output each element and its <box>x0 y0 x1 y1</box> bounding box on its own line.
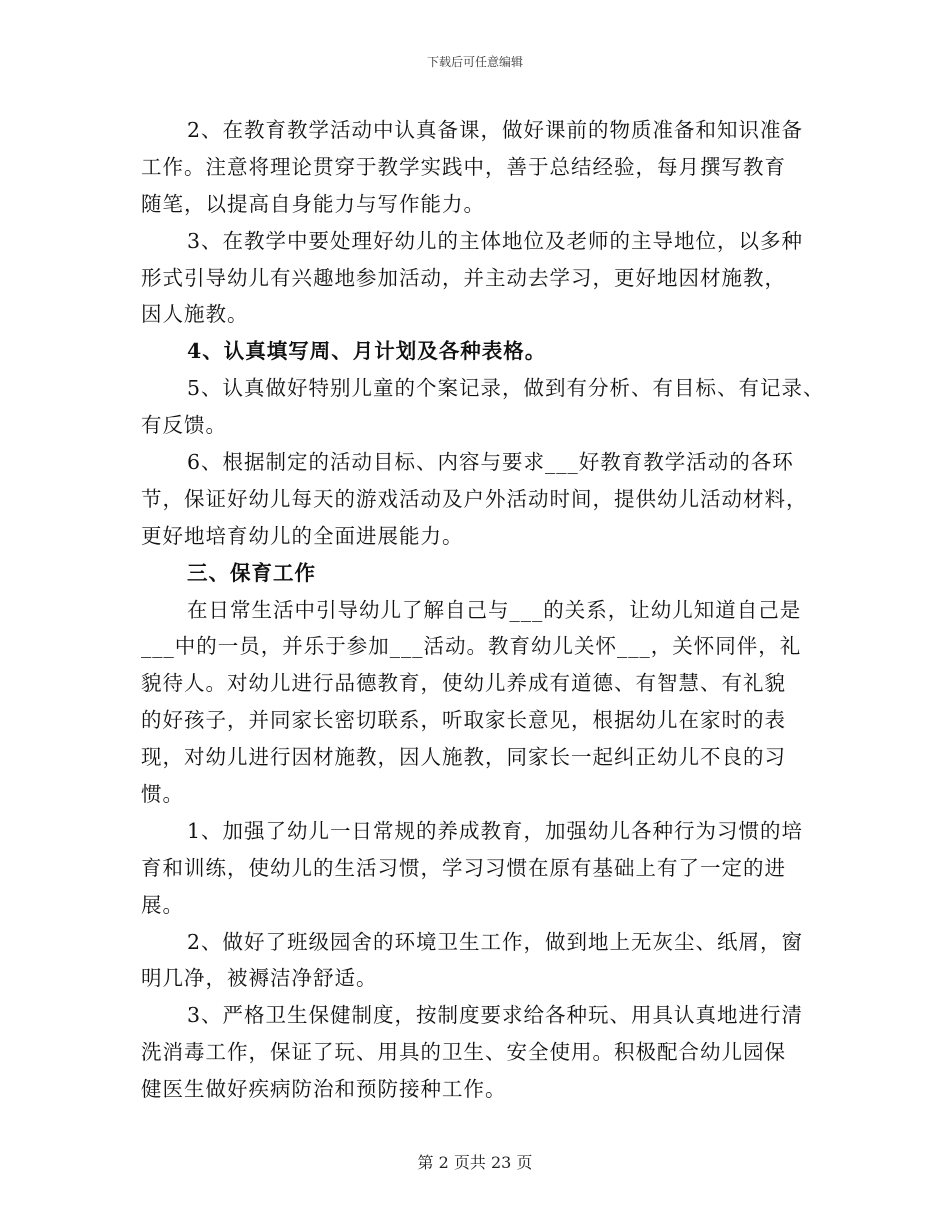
text-line: 洗消毒工作，保证了玩、用具的卫生、安全使用。积极配合幼儿园保 <box>141 1040 786 1065</box>
text-line: 2、在教育教学活动中认真备课，做好课前的物质准备和知识准备 <box>187 118 804 142</box>
text-line: 现，对幼儿进行因材施教，因人施教，同家长一起纠正幼儿不良的习 <box>141 745 786 770</box>
text-line: 3、严格卫生保健制度，按制度要求给各种玩、用具认真地进行清 <box>187 1003 804 1028</box>
text-line: 育和训练，使幼儿的生活习惯，学习习惯在原有基础上有了一定的进 <box>141 855 786 880</box>
text-line: 明几净，被褥洁净舒适。 <box>141 966 378 991</box>
page-footer: 第 2 页共 23 页 <box>417 1153 533 1172</box>
text-line: 1、加强了幼儿一日常规的养成教育，加强幼儿各种行为习惯的培 <box>187 818 804 843</box>
text-line: 的好孩子，并同家长密切联系，听取家长意见，根据幼儿在家时的表 <box>141 708 786 733</box>
text-line: 有反馈。 <box>141 413 227 438</box>
page-header: 下载后可任意编辑 <box>426 55 523 69</box>
text-line: 2、做好了班级园舍的环境卫生工作，做到地上无灰尘、纸屑，窗 <box>187 929 804 954</box>
section-heading-line: 4、认真填写周、月计划及各种表格。 <box>187 339 547 364</box>
text-line: 因人施教。 <box>141 302 249 327</box>
text-line: ___中的一员，并乐于参加___活动。教育幼儿关怀___，关怀同伴，礼 <box>141 634 802 659</box>
text-line: 6、根据制定的活动目标、内容与要求___好教育教学活动的各环 <box>187 450 794 475</box>
document-body <box>141 112 831 1108</box>
text-line: 随笔，以提高自身能力与写作能力。 <box>141 191 485 216</box>
text-line: 5、认真做好特别儿童的个案记录，做到有分析、有目标、有记录、 <box>187 376 825 401</box>
text-line: 在日常生活中引导幼儿了解自己与___的关系，让幼儿知道自己是 <box>187 597 802 622</box>
text-line: 形式引导幼儿有兴趣地参加活动，并主动去学习，更好地因材施教， <box>141 265 786 290</box>
text-line: 惯。 <box>141 782 184 807</box>
text-line: 工作。注意将理论贯穿于教学实践中，善于总结经验，每月撰写教育 <box>141 154 786 179</box>
text-line: 展。 <box>141 892 184 917</box>
text-line: 貌待人。对幼儿进行品德教育，使幼儿养成有道德、有智慧、有礼貌 <box>141 671 786 696</box>
text-line: 节，保证好幼儿每天的游戏活动及户外活动时间，提供幼儿活动材料， <box>141 486 808 511</box>
text-line: 更好地培育幼儿的全面进展能力。 <box>141 523 464 548</box>
text-line: 3、在教学中要处理好幼儿的主体地位及老师的主导地位，以多种 <box>187 228 804 253</box>
text-line: 健医生做好疾病防治和预防接种工作。 <box>141 1077 507 1102</box>
section-heading-line: 三、保育工作 <box>187 560 316 585</box>
